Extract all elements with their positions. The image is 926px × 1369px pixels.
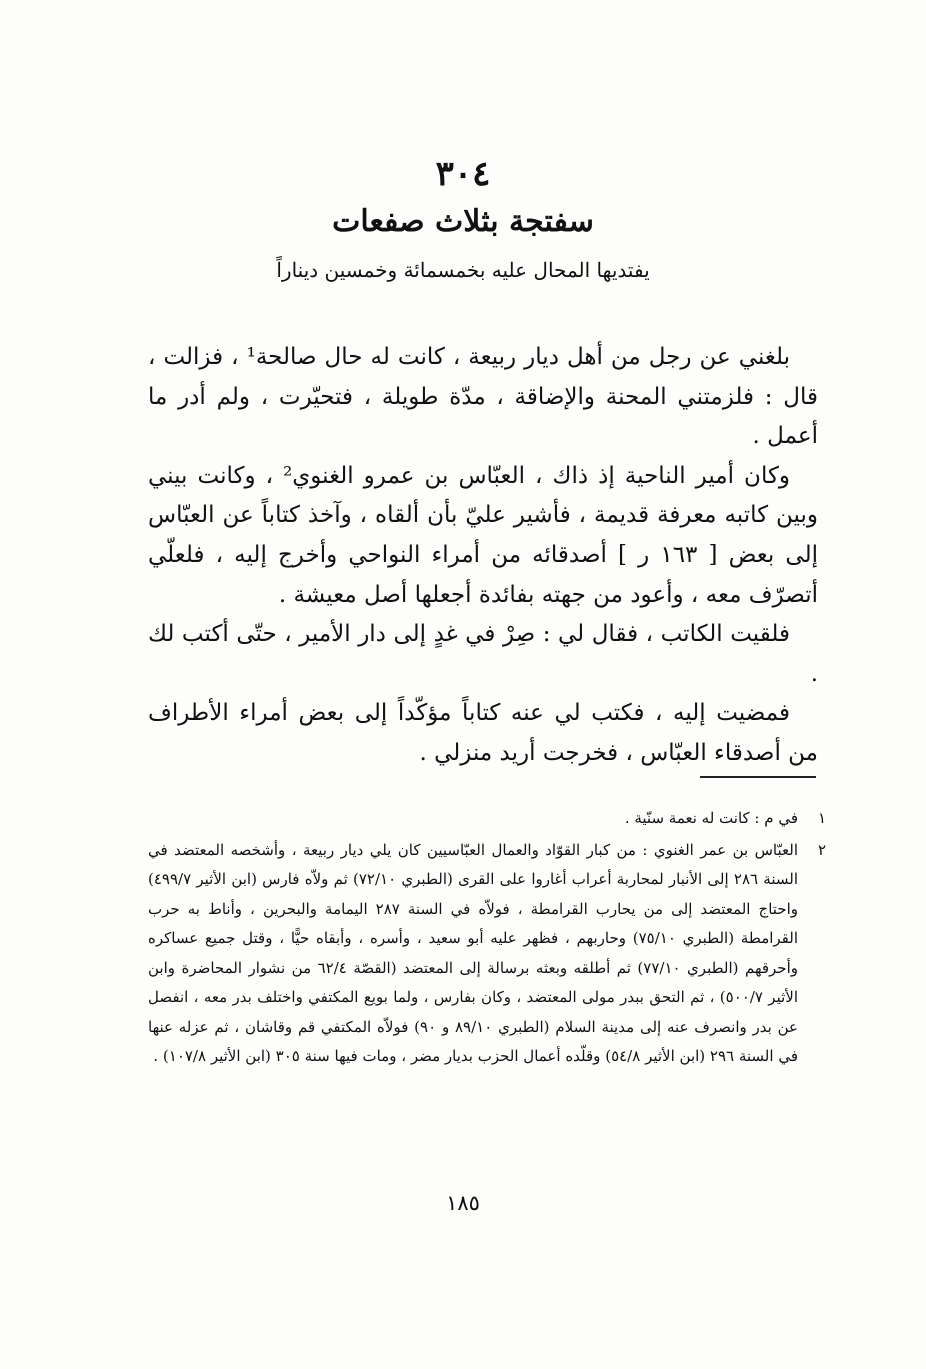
body-paragraph: فلقيت الكاتب ، فقال لي : صِرْ في غدٍ إلى دار الأمير ، حتّى أكتب لك . — [148, 621, 818, 687]
footnote-separator — [700, 776, 816, 778]
footnote-text: العبّاس بن عمر الغنوي : من كبار القوّاد والعمال العبّاسيين كان يلي ديار ربيعة ، وأشخصه المعتضد في السنة ٢٨٦ إلى الأنبار لمحاربة أعراب أغاروا على القرى (الطبري ٧٢/١٠) ثم ولاّه فارس (ابن الأثير ٤٩٩/٧) واحتاج المعتضد إلى من يحارب القرامطة ، فولاّه في السنة ٢٨٧ اليمامة والبحرين ، وأناط به حرب القرامطة (الطبري ٧٥/١٠) وحاربهم ، فظهر عليه أبو سعيد ، وأسره ، وأبقاه حيًّا ، وقتل جميع عساكره وأحرقهم (الطبري ٧٧/١٠) ثم أطلقه وبعثه برسالة إلى المعتضد (القصّة ٦٢/٤ من نشوار المحاضرة وابن الأثير ٥٠٠/٧) ، ثم التحق ببدر مولى المعتضد ، وكان بفارس ، ولما بويع المكتفي واختلف بدر معه ، انفصل عن بدر وانصرف عنه إلى مدينة السلام (الطبري ٨٩/١٠ و ٩٠) فولاّه المكتفي قم وقاشان ، ثم عزله عنها في السنة ٢٩٦ (ابن الأثير ٥٤/٨) وقلّده أعمال الحزب بديار مضر ، ومات فيها سنة ٣٠٥ (ابن الأثير ١٠٧/٨) . — [148, 840, 798, 1065]
footnote-text: في م : كانت له نعمة سنّية . — [624, 809, 798, 827]
footnotes — [148, 804, 827, 1074]
body-paragraph: وكان أمير الناحية إذ ذاك ، العبّاس بن عمرو الغنوي² ، وكانت بيني وبين كاتبه معرفة قديمة ، فأشير عليّ بأن ألقاه ، وآخذ كتاباً عن العبّاس إلى بعض [ ١٦٣ ر ] أصدقائه من أمراء النواحي وأخرج إليه ، فلعلّي أتصرّف معه ، وأعود من جهته بفائدة أجعلها أصل معيشة . — [148, 462, 818, 608]
story-number: ٣٠٤ — [435, 154, 491, 194]
story-subtitle: يفتديها المحال عليه بخمسمائة وخمسين ديناراً — [276, 258, 650, 282]
body-paragraph: بلغني عن رجل من أهل ديار ربيعة ، كانت له حال صالحة¹ ، فزالت ، قال : فلزمتني المحنة والإضاقة ، مدّة طويلة ، فتحيّرت ، ولم أدر ما أعمل . — [148, 344, 818, 450]
footnote-number: ١ — [817, 809, 827, 827]
story-title: سفتجة بثلاث صفعات — [332, 204, 594, 239]
footnote-number: ٢ — [817, 840, 827, 859]
page-number: ١٨٥ — [446, 1191, 480, 1215]
body-paragraph: فمضيت إليه ، فكتب لي عنه كتاباً مؤكّداً إلى بعض أمراء الأطراف من أصدقاء العبّاس ، فخرجت أريد منزلي . — [148, 700, 818, 766]
footnote-item — [148, 804, 827, 834]
footnote-item — [148, 836, 827, 1072]
story-body — [148, 338, 818, 774]
